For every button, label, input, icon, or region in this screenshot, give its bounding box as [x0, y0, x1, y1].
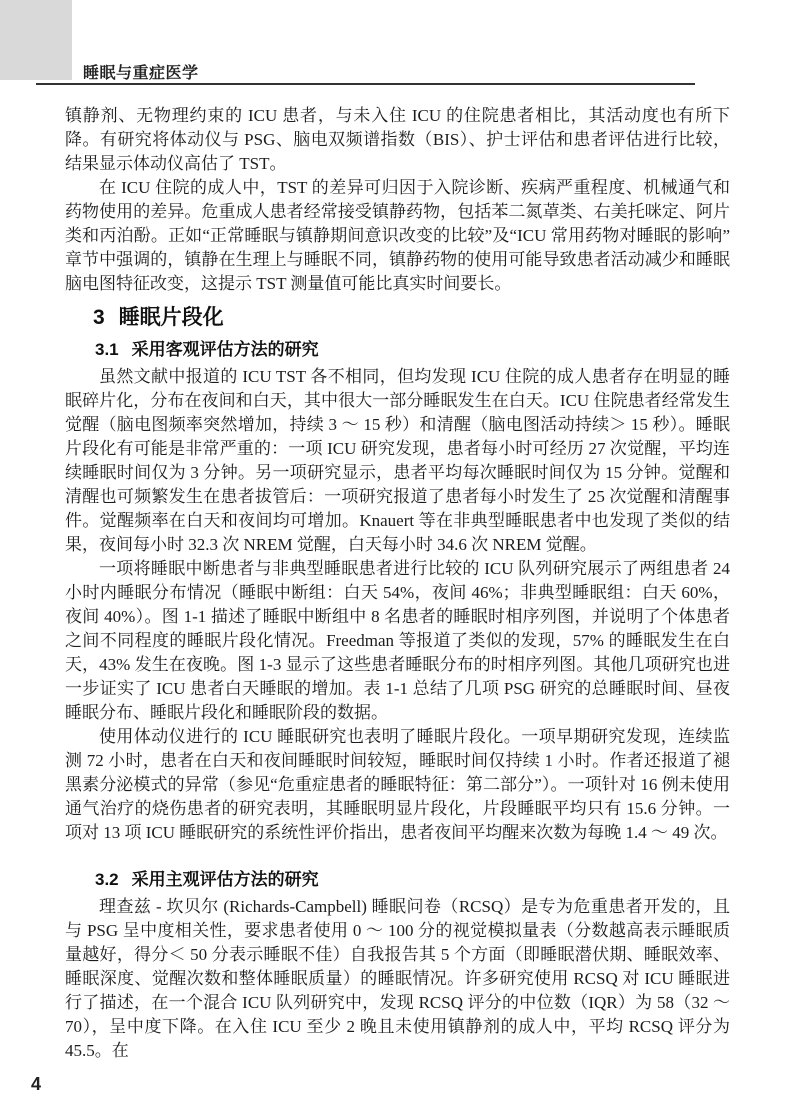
subsection-number: 3.1	[95, 340, 119, 359]
header-rule	[36, 83, 695, 85]
paragraph-objective-1: 虽然文献中报道的 ICU TST 各不相同，但均发现 ICU 住院的成人患者存在明显的睡眠碎片化，分布在夜间和白天，其中很大一部分睡眠发生在白天。ICU 住院患者经常发生觉醒（脑电图频率突然增加，持续 3 ～ 15 秒）和清醒（脑电图活动持续＞ 15 秒）。睡眠片段化有可能是非常严重的：一项 ICU 研究发现，患者每小时可经历 27 次觉醒，平均连续睡眠时间仅为 3 分钟。另一项研究显示，患者平均每次睡眠时间仅为 15 分钟。觉醒和清醒也可频繁发生在患者拔管后：一项研究报道了患者每小时发生了 25 次觉醒和清醒事件。觉醒频率在白天和夜间均可增加。Knauert 等在非典型睡眠患者中也发现了类似的结果，夜间每小时 32.3 次 NREM 觉醒，白天每小时 34.6 次 NREM 觉醒。	[65, 367, 730, 554]
subsection-number: 3.2	[95, 870, 119, 889]
paragraph-continuation: 镇静剂、无物理约束的 ICU 患者，与未入住 ICU 的住院患者相比，其活动度也有所下降。有研究将体动仪与 PSG、脑电双频谱指数（BIS）、护士评估和患者评估进行比较，结果显示体动仪高估了 TST。	[65, 106, 730, 173]
paragraph-objective-2: 一项将睡眠中断患者与非典型睡眠患者进行比较的 ICU 队列研究展示了两组患者 24 小时内睡眠分布情况（睡眠中断组：白天 54%，夜间 46%；非典型睡眠组：白天 60%，夜间 40%）。图 1-1 描述了睡眠中断组中 8 名患者的睡眠时相序列图，并说明了个体患者之间不同程度的睡眠片段化情况。Freedman 等报道了类似的发现，57% 的睡眠发生在白天，43% 发生在夜晚。图 1-3 显示了这些患者睡眠分布的时相序列图。其他几项研究也进一步证实了 ICU 患者白天睡眠的增加。表 1-1 总结了几项 PSG 研究的总睡眠时间、昼夜睡眠分布、睡眠片段化和睡眠阶段的数据。	[65, 559, 730, 722]
subsection-heading-3-1	[95, 339, 730, 361]
paragraph-tst-variability: 在 ICU 住院的成人中，TST 的差异可归因于入院诊断、疾病严重程度、机械通气和药物使用的差异。危重成人患者经常接受镇静药物，包括苯二氮䓬类、右美托咪定、阿片类和丙泊酚。正如“正常睡眠与镇静期间意识改变的比较”及“ICU 常用药物对睡眠的影响”章节中强调的，镇静在生理上与睡眠不同，镇静药物的使用可能导致患者活动减少和睡眠脑电图特征改变，这提示 TST 测量值可能比真实时间要长。	[65, 178, 730, 293]
section-title: 睡眠片段化	[118, 306, 224, 329]
running-title: 睡眠与重症医学	[83, 65, 199, 82]
subsection-title: 采用主观评估方法的研究	[131, 870, 319, 889]
paragraph-subjective-1: 理查兹 - 坎贝尔 (Richards-Campbell) 睡眠问卷（RCSQ）是专为危重患者开发的，且与 PSG 呈中度相关性，要求患者使用 0 ～ 100 分的视觉模拟量表（分数越高表示睡眠质量越好，得分＜ 50 分表示睡眠不佳）自我报告其 5 个方面（即睡眠潜伏期、睡眠效率、睡眠深度、觉醒次数和整体睡眠质量）的睡眠情况。许多研究使用 RCSQ 对 ICU 睡眠进行了描述，在一个混合 ICU 队列研究中，发现 RCSQ 评分的中位数（IQR）为 58（32 ～ 70），呈中度下降。在入住 ICU 至少 2 晚且未使用镇静剂的成人中，平均 RCSQ 评分为 45.5。在	[65, 897, 730, 1060]
page-number-box	[0, 0, 72, 80]
page-content	[65, 104, 730, 1063]
subsection-heading-3-2	[95, 869, 730, 891]
section-number: 3	[93, 306, 105, 329]
paragraph-objective-3: 使用体动仪进行的 ICU 睡眠研究也表明了睡眠片段化。一项早期研究发现，连续监测 72 小时，患者在白天和夜间睡眠时间较短，睡眠时间仅持续 1 小时。作者还报道了褪黑素分泌模式的异常（参见“危重症患者的睡眠特征：第二部分”）。一项针对 16 例未使用通气治疗的烧伤患者的研究表明，其睡眠明显片段化，片段睡眠平均只有 15.6 分钟。一项对 13 项 ICU 睡眠研究的系统性评价指出，患者夜间平均醒来次数为每晚 1.4 ～ 49 次。	[65, 727, 730, 842]
subsection-title: 采用客观评估方法的研究	[131, 340, 319, 359]
section-heading-3	[93, 304, 730, 331]
page-number: 4	[30, 1074, 41, 1094]
